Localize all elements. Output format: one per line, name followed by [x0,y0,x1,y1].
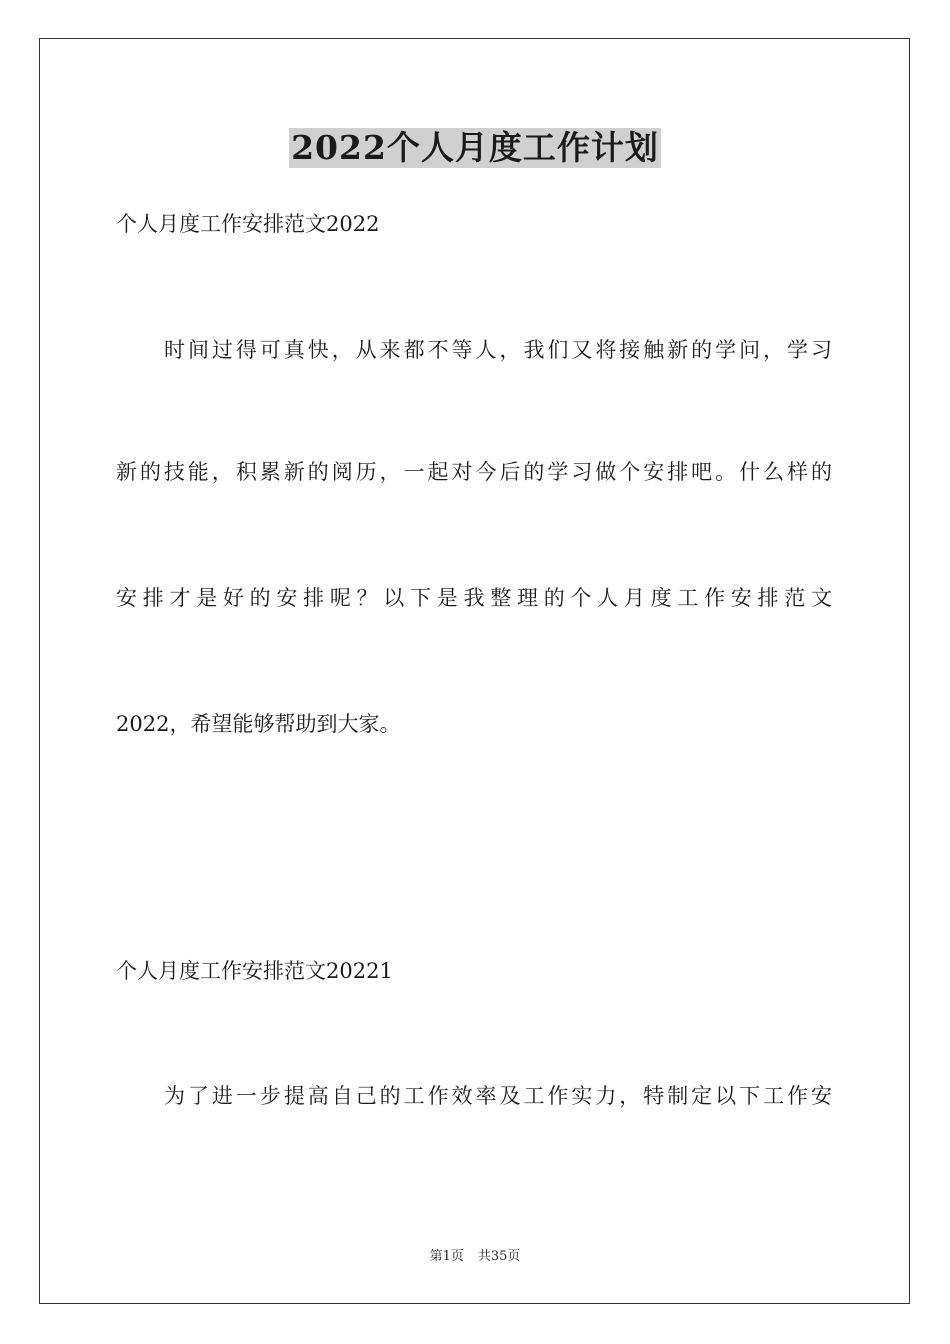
paragraph-line-3: 安排才是好的安排呢？以下是我整理的个人月度工作安排范文 [116,586,832,610]
paragraph-line-2: 新的技能，积累新的阅历，一起对今后的学习做个安排吧。什么样的 [116,460,832,484]
document-title [0,128,950,168]
paragraph-line-1: 时间过得可真快，从来都不等人，我们又将接触新的学问，学习 [164,338,832,362]
page-number: 第1页 [429,1249,464,1264]
section-heading-2: 个人月度工作安排范文20221 [116,959,393,983]
section-heading-1: 个人月度工作安排范文2022 [116,212,380,236]
paragraph-line-5: 为了进一步提高自己的工作效率及工作实力，特制定以下工作安 [164,1084,832,1108]
paragraph-line-4: 2022，希望能够帮助到大家。 [116,712,401,736]
page-total: 共35页 [477,1249,521,1264]
page-footer [0,1248,950,1266]
document-title-text: 2022个人月度工作计划 [291,128,659,167]
